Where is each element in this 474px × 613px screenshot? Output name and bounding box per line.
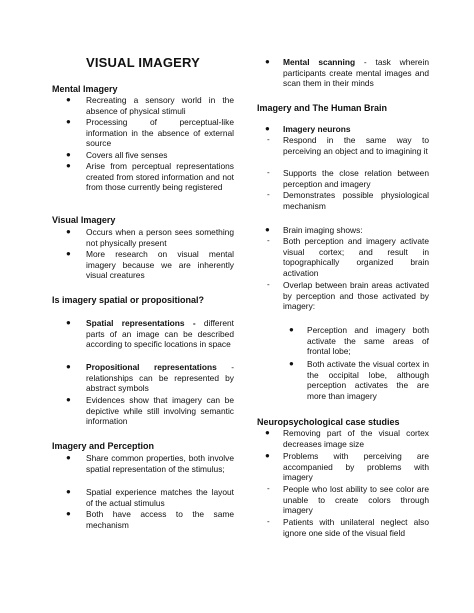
- list-item: ● Processing of perceptual-like information in the absence of external source: [66, 117, 234, 149]
- dash-icon: -: [267, 484, 270, 493]
- bullet-icon: ●: [66, 509, 71, 518]
- bullet-icon: ●: [265, 225, 270, 234]
- list-item: ● Recreating a sensory world in the absence of physical stimuli: [66, 95, 234, 116]
- list-item: ● Covers all five senses: [66, 150, 168, 160]
- list-item: ● Both have access to the same mechanism: [66, 509, 234, 530]
- bullet-icon: ●: [66, 150, 71, 159]
- list-item: - Overlap between brain areas activated by perception and those activated by imagery:: [267, 280, 429, 312]
- dash-icon: -: [267, 280, 270, 289]
- list-item: - Respond in the same way to perceiving an object and to imagining it: [267, 135, 429, 156]
- list-item: ● Mental scanning - task wherein participants create mental images and scan them in their minds: [265, 57, 429, 89]
- page-title: VISUAL IMAGERY: [85, 55, 201, 70]
- heading-mental-imagery: Mental Imagery: [52, 84, 118, 94]
- list-item: ● Both activate the visual cortex in the occipital lobe, although perception activates the are more than imagery: [289, 359, 429, 401]
- list-item: ● Imagery neurons: [265, 124, 351, 134]
- list-item: - Supports the close relation between perception and imagery: [267, 168, 429, 189]
- list-item: ● Perception and imagery both activate the same areas of frontal lobe;: [289, 325, 429, 357]
- heading-imagery-and-perception: Imagery and Perception: [52, 441, 155, 451]
- heading-imagery-and-human-brain: Imagery and The Human Brain: [257, 103, 388, 113]
- bullet-icon: ●: [66, 487, 71, 496]
- bullet-icon: ●: [265, 451, 270, 460]
- list-item: ● More research on visual mental imagery because we are inherently visual creatures: [66, 249, 234, 281]
- bullet-icon: ●: [265, 124, 270, 133]
- bullet-icon: ●: [66, 249, 71, 258]
- bullet-icon: ●: [66, 95, 71, 104]
- heading-spatial-or-propositional: Is imagery spatial or propositional?: [52, 295, 205, 305]
- list-item: ● Spatial experience matches the layout of the actual stimulus: [66, 487, 234, 508]
- bullet-icon: ●: [66, 395, 71, 404]
- list-item: ● Removing part of the visual cortex decreases image size: [265, 428, 429, 449]
- bullet-icon: ●: [66, 117, 71, 126]
- list-item: ● Propositional representations - relationships can be represented by abstract symbols: [66, 362, 234, 394]
- dash-icon: -: [267, 168, 270, 177]
- list-item: ● Brain imaging shows:: [265, 225, 363, 235]
- list-item: ● Problems with perceiving are accompanied by problems with imagery: [265, 451, 429, 483]
- list-item: ● Share common properties, both involve spatial representation of the stimulus;: [66, 453, 234, 474]
- bullet-icon: ●: [66, 161, 71, 170]
- bullet-icon: ●: [265, 57, 270, 66]
- bullet-icon: ●: [66, 362, 71, 371]
- list-item: ● Spatial representations - different parts of an image can be described according to specific locations in space: [66, 318, 234, 350]
- bullet-icon: ●: [265, 428, 270, 437]
- dash-icon: -: [267, 236, 270, 245]
- list-item: - Patients with unilateral neglect also ignore one side of the visual field: [267, 517, 429, 538]
- list-item: - Both perception and imagery activate visual cortex; and result in topographically organized brain activation: [267, 236, 429, 278]
- list-item: ● Arise from perceptual representations created from stored information and not from those currently being registered: [66, 161, 234, 193]
- dash-icon: -: [267, 190, 270, 199]
- dash-icon: -: [267, 135, 270, 144]
- bullet-icon: ●: [66, 318, 71, 327]
- list-item: ● Evidences show that imagery can be depictive while still involving semantic information: [66, 395, 234, 427]
- list-item: - People who lost ability to see color are unable to create colors through imagery: [267, 484, 429, 516]
- heading-neuropsychological-case-studies: Neuropsychological case studies: [257, 417, 400, 427]
- list-item: ● Occurs when a person sees something not physically present: [66, 227, 234, 248]
- heading-visual-imagery: Visual Imagery: [52, 215, 116, 225]
- list-item: - Demonstrates possible physiological mechanism: [267, 190, 429, 211]
- bullet-icon: ●: [289, 359, 294, 368]
- dash-icon: -: [267, 517, 270, 526]
- bullet-icon: ●: [289, 325, 294, 334]
- bullet-icon: ●: [66, 453, 71, 462]
- bullet-icon: ●: [66, 227, 71, 236]
